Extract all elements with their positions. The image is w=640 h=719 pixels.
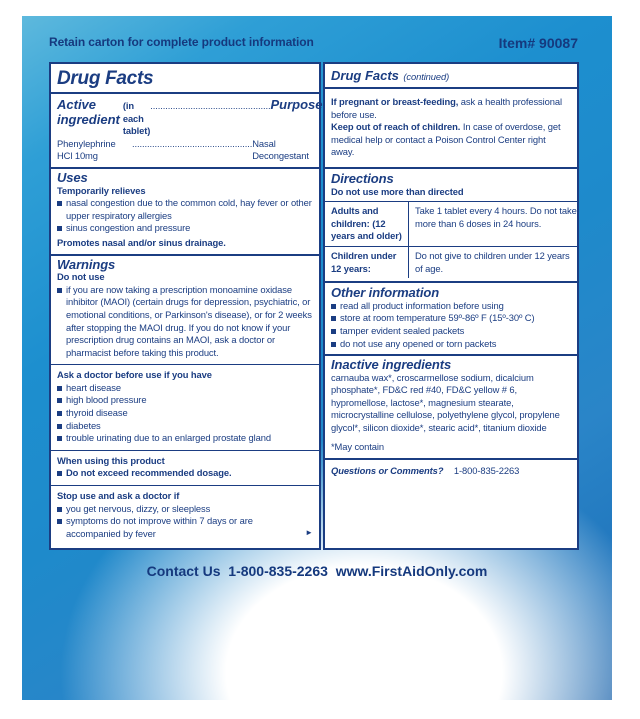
stop-use-heading: Stop use and ask a doctor if (57, 490, 180, 502)
list-item: sinus congestion and pressure (57, 222, 313, 235)
active-ingredient-section: Active ingredient (in each tablet) ................................................ Purpose Phenylephrine HCl 10mg ................................................ Nasal Decongestant (51, 94, 319, 169)
drug-facts-left-panel (49, 62, 321, 550)
inactive-ingredients-text: carnauba wax*, croscarmellose sodium, dicalcium phosphate*, FD&C red #40, FD&C yellow # 6, hypromellose, lactose*, magnesium stearate, microcrystalline cellulose, polyethylene glycol, propylene glycol*, silicon dioxide*, stearic acid*, titanium dioxide (331, 371, 560, 434)
list-item: thyroid disease (57, 407, 313, 420)
pregnancy-section (325, 89, 577, 169)
pregnant-bold: If pregnant or breast-feeding, (331, 96, 459, 107)
do-not-use-heading: Do not use (57, 271, 105, 283)
keep-out-text: In case of overdose, get medical help or contact a Poison Control Center right away. (331, 121, 561, 158)
warnings-section (51, 256, 319, 545)
list-item: store at room temperature 59º-86º F (15º-30º C) (331, 312, 571, 325)
drug-facts-title-section (51, 64, 319, 94)
directions-what: Do not give to children under 12 years of age. (415, 249, 570, 274)
item-number: Item# 90087 (498, 35, 578, 51)
list-item: tamper evident sealed packets (331, 325, 571, 338)
drug-facts-title: Drug Facts (57, 68, 154, 89)
retain-carton-text: Retain carton for complete product information (49, 35, 314, 49)
ask-doctor-list (57, 382, 313, 445)
list-item: diabetes (57, 420, 313, 433)
list-item: high blood pressure (57, 394, 313, 407)
directions-row (325, 246, 577, 278)
list-item: Do not exceed recommended dosage. (57, 467, 313, 480)
questions-label: Questions or Comments? (331, 465, 444, 477)
carton-background (22, 16, 612, 700)
continue-arrow-icon: ► (305, 527, 313, 537)
directions-who: Adults and children: (12 years and older) (331, 202, 409, 246)
drug-facts-continued-title: Drug Facts (331, 68, 399, 83)
active-ingredient-note: (in each tablet) (122, 100, 151, 137)
list-item: if you are now taking a prescription monoamine oxidase inhibitor (MAOI) (certain drugs for depression, psychiatric, or emotional conditions, or Parkinson's disease), or for 2 weeks after stopping the MAOI drug. If you do not know if your prescription drug contains an MAOI, ask a doctor or pharmacist before taking this product. (57, 284, 313, 360)
uses-heading: Uses (57, 169, 88, 185)
inactive-ingredients-heading: Inactive ingredients (331, 357, 452, 373)
when-using-heading: When using this product (57, 454, 165, 466)
directions-row (325, 201, 577, 246)
directions-heading: Directions (331, 170, 394, 186)
active-ingredient-heading: Active ingredient (57, 97, 120, 127)
uses-list (57, 197, 313, 235)
list-item: nasal congestion due to the common cold, hay fever or other upper respiratory allergies (57, 197, 313, 222)
when-using-list (57, 467, 313, 480)
keep-out-bold: Keep out of reach of children. (331, 121, 461, 133)
uses-section (51, 169, 319, 256)
other-information-heading: Other information (331, 285, 440, 301)
list-item: do not use any opened or torn packets (331, 338, 571, 351)
questions-section (325, 460, 577, 482)
ask-doctor-heading: Ask a doctor before use if you have (57, 369, 212, 381)
do-not-use-list (57, 284, 313, 360)
list-item: symptoms do not improve within 7 days or are accompanied by fever (57, 515, 297, 540)
drug-facts-continued-section (325, 64, 577, 89)
directions-section (325, 169, 577, 283)
drug-facts-right-panel (323, 62, 579, 550)
directions-what: Take 1 tablet every 4 hours. Do not take more than 6 doses in 24 hours. (415, 205, 577, 229)
list-item: trouble urinating due to an enlarged prostate gland (57, 432, 313, 445)
temporarily-relieves: Temporarily relieves (57, 184, 146, 196)
contact-us-line: Contact Us 1-800-835-2263 www.FirstAidOnly.com (146, 563, 488, 579)
stop-use-list (57, 503, 297, 541)
continued-label: (continued) (403, 71, 450, 82)
active-ingredient-name: Phenylephrine HCl 10mg (57, 137, 116, 162)
directions-who: Children under 12 years: (331, 247, 409, 278)
other-information-list (331, 300, 571, 350)
list-item: heart disease (57, 382, 313, 395)
pregnant-text: ask a health professional before use. (331, 96, 562, 120)
inactive-ingredients-section (325, 356, 577, 460)
may-contain-note: *May contain (331, 440, 384, 452)
other-information-section (325, 283, 577, 356)
purpose-heading: Purpose (270, 97, 323, 112)
promotes-text: Promotes nasal and/or sinus drainage. (57, 236, 226, 248)
warnings-heading: Warnings (57, 256, 116, 272)
active-ingredient-purpose: Nasal Decongestant (252, 137, 309, 162)
list-item: you get nervous, dizzy, or sleepless (57, 503, 297, 516)
list-item: read all product information before using (331, 300, 571, 313)
directions-subheading: Do not use more than directed (331, 185, 464, 197)
questions-phone: 1-800-835-2263 (453, 465, 520, 477)
